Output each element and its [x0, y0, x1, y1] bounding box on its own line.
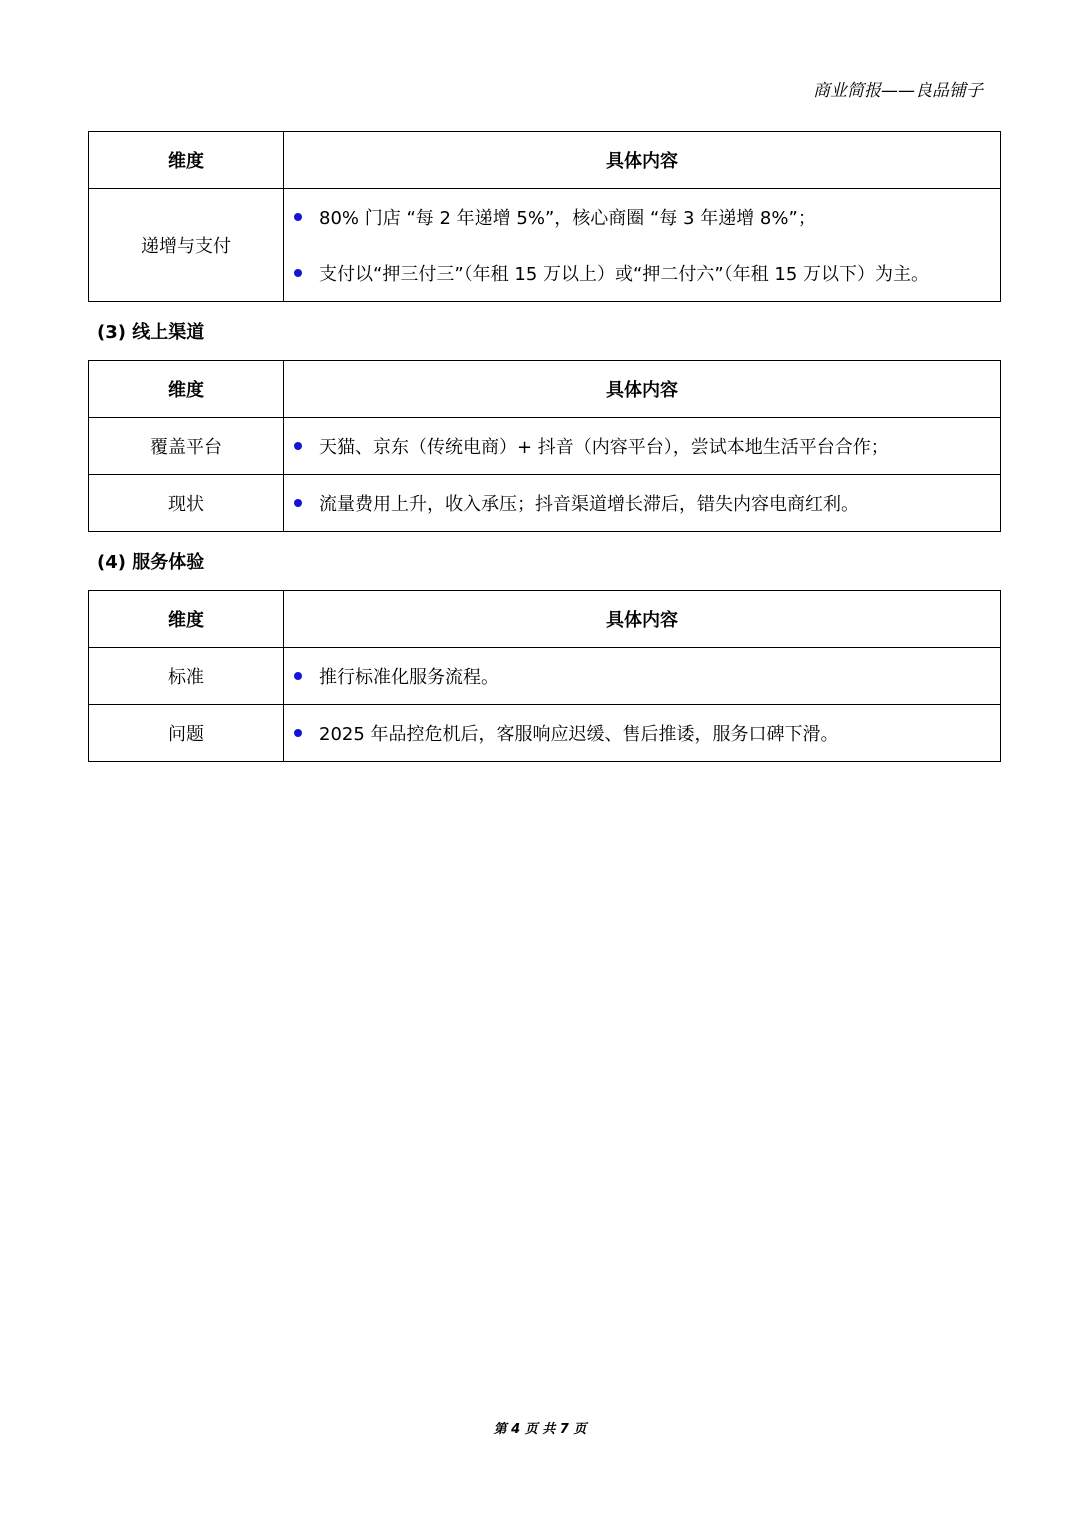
table-header-row [89, 361, 1001, 418]
bullet-dot-icon [294, 213, 302, 221]
header-dimension: 维度 [89, 132, 284, 189]
row-dimension: 覆盖平台 [89, 418, 284, 475]
section-heading-service: (4) 服务体验 [97, 552, 205, 573]
running-header: 商业简报——良品铺子 [813, 81, 983, 101]
table-row [89, 418, 1001, 475]
header-content: 具体内容 [284, 361, 1001, 418]
table-row [89, 475, 1001, 532]
header-content: 具体内容 [284, 591, 1001, 648]
row-content [284, 418, 1001, 475]
header-dimension: 维度 [89, 591, 284, 648]
bullet-dot-icon [294, 442, 302, 450]
payment-table [88, 131, 1001, 302]
bullet-item [284, 648, 1000, 704]
row-dimension: 递增与支付 [89, 189, 284, 302]
row-content [284, 705, 1001, 762]
bullet-text: 天猫、京东（传统电商）+ 抖音（内容平台），尝试本地生活平台合作； [319, 437, 889, 458]
page-number-footer: 第 4 页 共 7 页 [493, 1422, 587, 1437]
table-header-row [89, 591, 1001, 648]
bullet-item [284, 245, 1000, 301]
bullet-text: 流量费用上升，收入承压；抖音渠道增长滞后，错失内容电商红利。 [319, 494, 859, 515]
bullet-item [284, 418, 1000, 474]
table-header-row [89, 132, 1001, 189]
row-dimension: 标准 [89, 648, 284, 705]
bullet-list [284, 189, 1000, 301]
row-content [284, 648, 1001, 705]
row-content [284, 189, 1001, 302]
bullet-dot-icon [294, 729, 302, 737]
row-dimension: 现状 [89, 475, 284, 532]
bullet-text: 推行标准化服务流程。 [319, 667, 499, 688]
bullet-dot-icon [294, 672, 302, 680]
bullet-text: 支付以“押三付三”（年租 15 万以上）或“押二付六”（年租 15 万以下）为主。 [319, 264, 929, 285]
bullet-dot-icon [294, 499, 302, 507]
bullet-dot-icon [294, 269, 302, 277]
section-heading-online: (3) 线上渠道 [97, 322, 205, 343]
bullet-item [284, 189, 1000, 245]
service-table [88, 590, 1001, 762]
bullet-text: 80% 门店 “每 2 年递增 5%”，核心商圈 “每 3 年递增 8%”； [319, 208, 816, 229]
table-row [89, 705, 1001, 762]
bullet-item [284, 705, 1000, 761]
table-row [89, 189, 1001, 302]
bullet-item [284, 475, 1000, 531]
bullet-text: 2025 年品控危机后，客服响应迟缓、售后推诿，服务口碑下滑。 [319, 724, 839, 745]
header-content: 具体内容 [284, 132, 1001, 189]
row-content [284, 475, 1001, 532]
online-channel-table [88, 360, 1001, 532]
table-row [89, 648, 1001, 705]
header-dimension: 维度 [89, 361, 284, 418]
row-dimension: 问题 [89, 705, 284, 762]
